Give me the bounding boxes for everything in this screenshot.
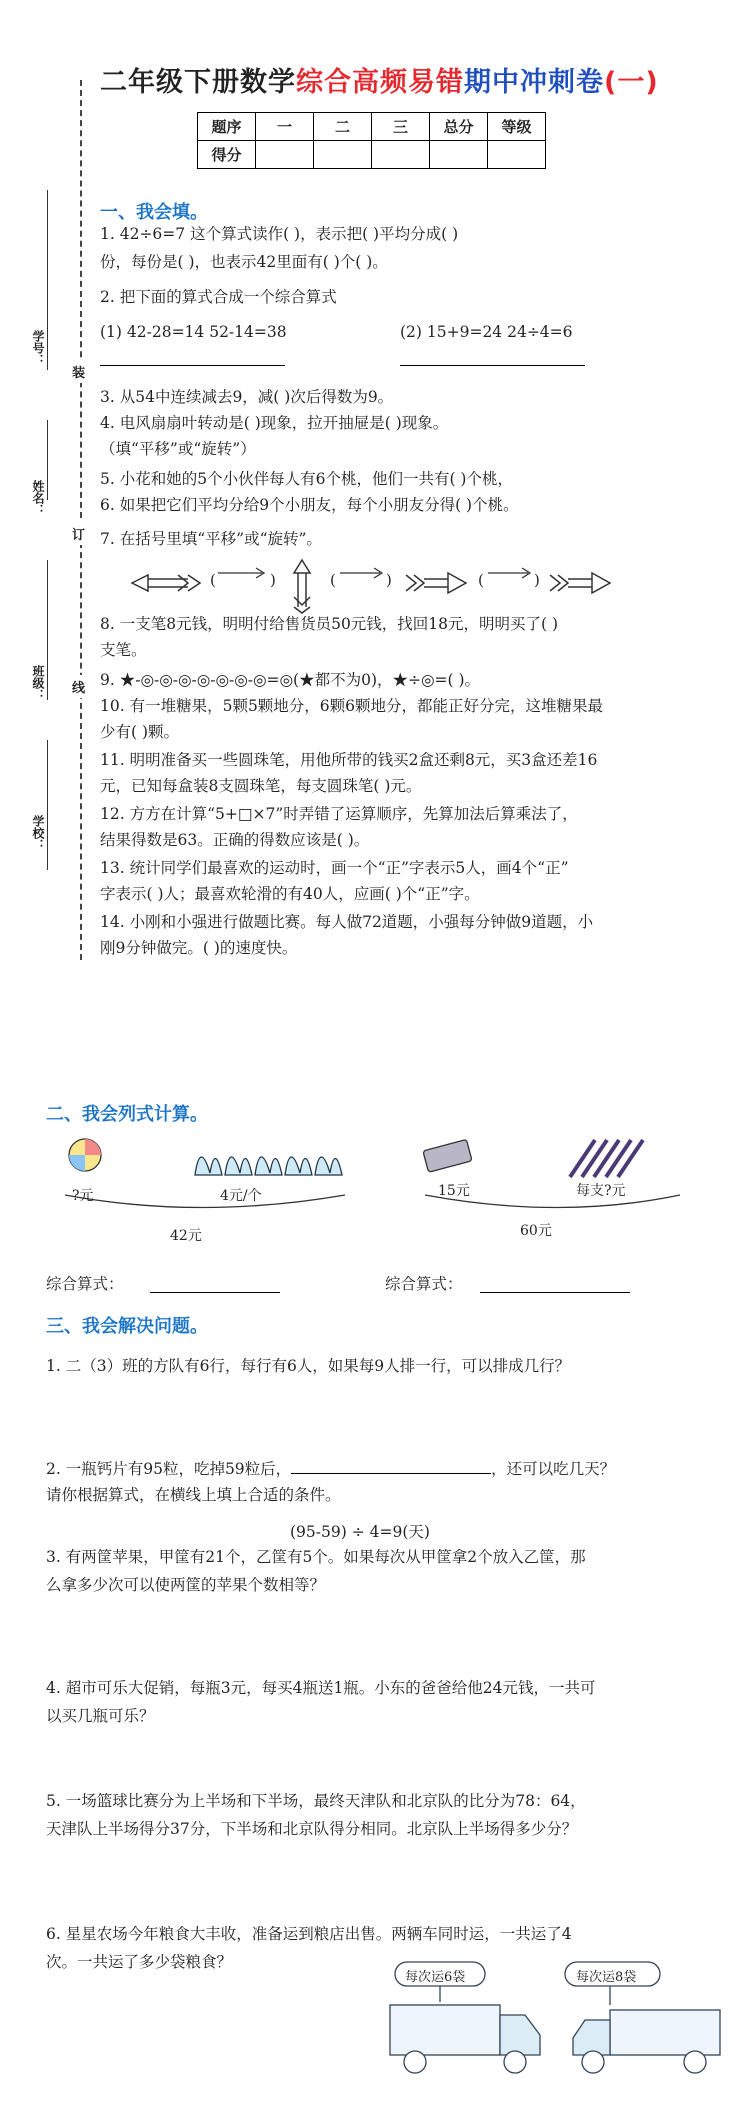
svg-text:): ): [386, 571, 392, 589]
class-label: 班级：: [31, 665, 45, 701]
truck-2-label: 每次运8袋: [576, 1970, 637, 1985]
q7-figures: [130, 555, 630, 615]
s1-line-6: 3. 从54中连续减去9，减( )次后得数为9。: [100, 388, 394, 406]
score-cell: 三: [372, 113, 430, 141]
score-cell: 二: [314, 113, 372, 141]
s1-line-3: 2. 把下面的算式合成一个综合算式: [100, 288, 337, 306]
s3-question-4b: 以买几瓶可乐？: [46, 1707, 155, 1725]
score-input-cell[interactable]: [488, 141, 546, 169]
title-part-1: 二年级下册数学: [100, 67, 296, 98]
s1-line-12: 8. 一支笔8元钱，明明付给售货员50元钱，找回18元，明明买了( ): [100, 615, 559, 633]
score-cell: 总分: [430, 113, 488, 141]
pencil-case-icon: [423, 1139, 472, 1172]
svg-text:(: (: [210, 571, 216, 589]
score-input-cell[interactable]: [430, 141, 488, 169]
margin-line: [47, 740, 48, 870]
binding-char-2: 订: [72, 522, 85, 545]
margin-line: [47, 560, 48, 700]
s3-question-1: 1. 二（3）班的方队有6行，每行有6人，如果每9人排一行，可以排成几行？: [46, 1357, 571, 1375]
section3-heading: 三、我会解决问题。: [46, 1316, 208, 1337]
formula-label-left: 综合算式：: [46, 1275, 124, 1293]
s3-question-5a: 5. 一场篮球比赛分为上半场和下半场，最终天津队和北京队的比分为78：64，: [46, 1792, 586, 1810]
answer-line-2[interactable]: [400, 365, 585, 366]
binding-dashed-line: [80, 80, 82, 960]
s1-line-14: 9. ★-◎-◎-◎-◎-◎-◎-◎=◎(★都不为0)，★÷◎=( )。: [100, 671, 481, 689]
section2-heading: 二、我会列式计算。: [46, 1104, 208, 1125]
formula-answer-left[interactable]: [150, 1292, 280, 1293]
binding-char-1: 装: [72, 360, 85, 383]
student-id-label: 学号：: [31, 330, 45, 366]
title-part-2: 综合高频易错: [296, 67, 464, 98]
s1-line-7: 4. 电风扇扇叶转动是( )现象，拉开抽屉是( )现象。: [100, 414, 449, 432]
score-input-cell[interactable]: [314, 141, 372, 169]
s1-line-9: 5. 小花和她的5个小伙伴每人有6个桃，他们一共有( )个桃，: [100, 470, 513, 488]
q7-arrows-illustration: [130, 555, 630, 615]
s1-line-16: 少有( )颗。: [100, 723, 180, 741]
ball-price-label: ?元: [72, 1188, 94, 1204]
pencilcase-price-label: 15元: [438, 1183, 470, 1199]
s1-line-13: 支笔。: [100, 641, 147, 659]
s1-line-11: 7. 在括号里填“平移”或“旋转”。: [100, 530, 322, 548]
s1-line-4: (1) 42-28=14 52-14=38: [100, 323, 287, 341]
score-table-header-row: [198, 113, 546, 141]
left-arrow-figure: [132, 575, 200, 591]
s1-line-21: 13. 统计同学们最喜欢的运动时，画一个“正”字表示5人，画4个“正”: [100, 859, 569, 877]
right-arrow-figure: [406, 573, 466, 593]
s1-line-17: 11. 明明准备买一些圆珠笔，用他所带的钱买2盒还剩8元，买3盒还差16: [100, 751, 598, 769]
score-cell: 题序: [198, 113, 256, 141]
s3-question-4a: 4. 超市可乐大促销，每瓶3元，每买4瓶送1瓶。小东的爸爸给他24元钱，一共可: [46, 1679, 596, 1697]
score-cell: 得分: [198, 141, 256, 169]
binding-char-3: 线: [72, 675, 85, 698]
margin-line: [47, 420, 48, 500]
score-cell: 一: [256, 113, 314, 141]
s1-line-8: （填“平移”或“旋转”）: [100, 440, 256, 458]
item-price-label: 4元/个: [220, 1188, 262, 1204]
s1-line-24: 刚9分钟做完。( )的速度快。: [100, 939, 298, 957]
q2-condition-blank[interactable]: [291, 1455, 491, 1474]
s3-question-2c: 请你根据算式，在横线上填上合适的条件。: [46, 1486, 341, 1504]
s1-line-19: 12. 方方在计算“5+□×7”时弄错了运算顺序，先算加法后算乘法了，: [100, 805, 578, 823]
formula-answer-right[interactable]: [480, 1292, 630, 1293]
q2-text-b: ，还可以吃几天？: [491, 1460, 616, 1478]
s1-line-22: 字表示( )人；最喜欢轮滑的有40人，应画( )个“正”字。: [100, 885, 480, 903]
title-part-3: 期中冲刺卷: [464, 67, 604, 98]
left-total-label: 42元: [170, 1228, 202, 1244]
right-total-label: 60元: [520, 1223, 552, 1239]
score-cell: 等级: [488, 113, 546, 141]
svg-text:): ): [534, 571, 540, 589]
s1-line-2: 份，每份是( )，也表示42里面有( )个( )。: [100, 253, 388, 271]
section1-heading: 一、我会填。: [100, 202, 208, 223]
svg-text:): ): [270, 571, 276, 589]
q2-formula: (95-59) ÷ 4=9(天): [290, 1523, 430, 1541]
s3-question-3a: 3. 有两筐苹果，甲筐有21个，乙筐有5个。如果每次从甲筐拿2个放入乙筐，那: [46, 1548, 586, 1566]
s3-question-6a: 6. 星星农场今年粮食大丰收，准备运到粮店出售。两辆车同时运，一共运了4: [46, 1925, 572, 1943]
ball-icon: [69, 1139, 101, 1171]
s3-question-6b: 次。一共运了多少袋粮食？: [46, 1953, 233, 1971]
q2-text-a: 2. 一瓶钙片有95粒，吃掉59粒后，: [46, 1460, 292, 1478]
svg-text:(: (: [330, 571, 336, 589]
truck-1-label: 每次运6袋: [405, 1970, 466, 1985]
formula-label-right: 综合算式：: [385, 1275, 463, 1293]
score-input-cell[interactable]: [256, 141, 314, 169]
title-part-4: (一): [604, 67, 659, 98]
answer-line-1[interactable]: [100, 365, 285, 366]
toy-row-icon: [195, 1157, 342, 1175]
q7-blank-2: [340, 568, 382, 578]
s1-line-15: 10. 有一堆糖果，5颗5颗地分，6颗6颗地分，都能正好分完，这堆糖果最: [100, 697, 604, 715]
s3-question-3b: 么拿多少次可以使两筐的苹果个数相等？: [46, 1576, 326, 1594]
s3-question-2a: [46, 1455, 615, 1483]
score-table: [197, 112, 546, 169]
s1-line-18: 元，已知每盒装8支圆珠笔，每支圆珠笔( )元。: [100, 777, 422, 795]
pens-icon: [570, 1140, 643, 1177]
s1-line-20: 结果得数是63。正确的得数应该是( )。: [100, 831, 370, 849]
name-label: 姓名：: [31, 480, 45, 516]
s1-line-23: 14. 小刚和小强进行做题比赛。每人做72道题，小强每分钟做9道题，小: [100, 913, 594, 931]
s1-line-10: 6. 如果把它们平均分给9个小朋友，每个小朋友分得( )个桃。: [100, 496, 519, 514]
score-input-cell[interactable]: [372, 141, 430, 169]
svg-text:(: (: [478, 571, 484, 589]
q7-blank-1: [218, 568, 264, 578]
s1-line-1: 1. 42÷6=7 这个算式读作( )，表示把( )平均分成( ): [100, 225, 459, 243]
total-brace: [65, 1195, 345, 1208]
q7-blank-3: [488, 568, 530, 578]
pen-price-label: 每支?元: [576, 1183, 626, 1199]
left-problem-illustration: [60, 1135, 360, 1245]
margin-line: [47, 190, 48, 370]
s1-line-5: (2) 15+9=24 24÷4=6: [400, 323, 573, 341]
s3-question-5b: 天津队上半场得分37分，下半场和北京队得分相同。北京队上半场得多少分？: [46, 1820, 578, 1838]
up-arrow-figure: [294, 560, 310, 613]
right-arrow-figure-2: [550, 573, 610, 593]
page-title: [100, 60, 659, 99]
score-table-score-row: [198, 141, 546, 169]
school-label: 学校：: [31, 815, 45, 851]
